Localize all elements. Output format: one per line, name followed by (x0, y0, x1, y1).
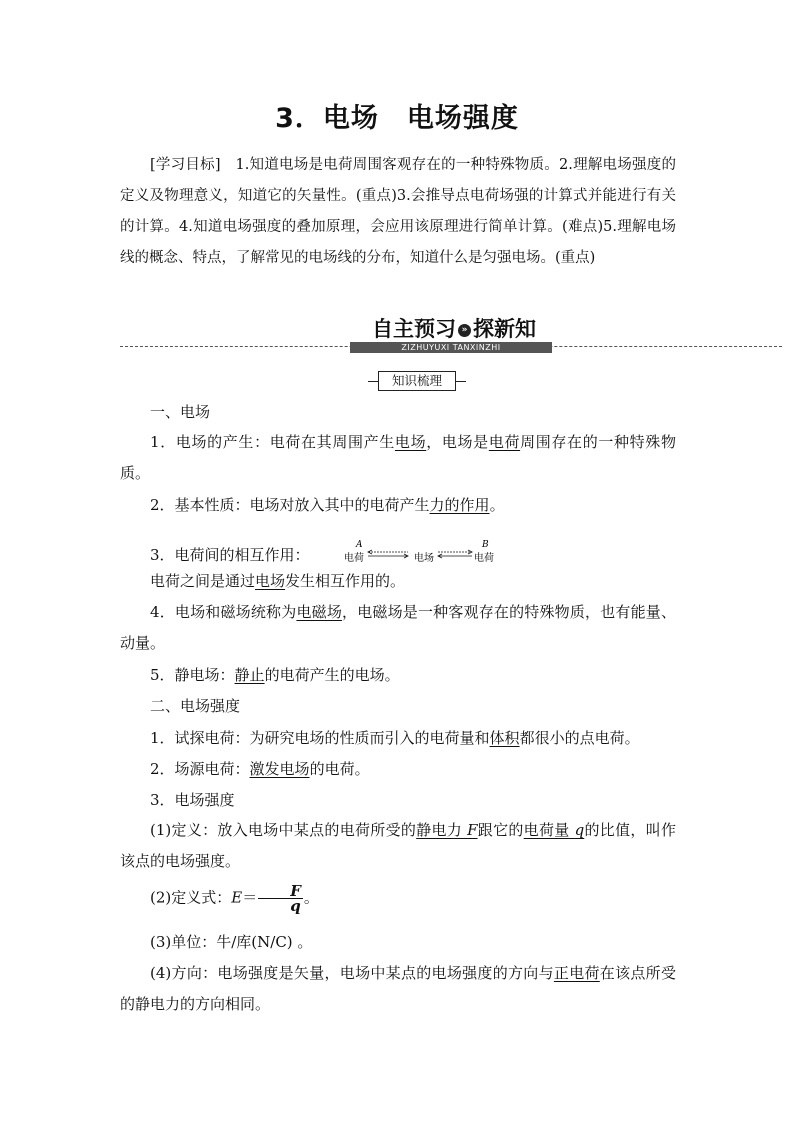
text: 2．基本性质：电场对放入其中的电荷产生 (150, 496, 430, 514)
underlined-term: 电荷 (488, 433, 521, 451)
paragraph-test-charge (120, 728, 676, 748)
heading-electric-field: 一、电场 (150, 403, 211, 421)
paragraph-electromagnetic-field (120, 597, 676, 659)
text: 在该点所受的静电力的方向相同。 (120, 964, 676, 1013)
underlined-term: 静止 (234, 666, 265, 684)
heading-field-strength: 二、电场强度 (150, 697, 241, 715)
underlined-term: 正电荷 (553, 964, 600, 982)
paragraph-definition (120, 815, 676, 877)
section-banner (120, 316, 782, 358)
banner-title-left: 自主预习 (372, 317, 456, 341)
section-label-text: 知识梳理 (378, 371, 456, 391)
chevron-right-icon: » (458, 324, 471, 337)
text: 电荷之间是通过 (150, 572, 256, 590)
underlined-term: 力的作用 (429, 496, 490, 514)
numerator: F (258, 884, 303, 899)
underlined-term (416, 821, 477, 839)
denominator: q (290, 897, 301, 915)
underlined-term (524, 821, 585, 839)
text: 发生相互作用的。 (285, 572, 406, 590)
paragraph-field-origin (120, 427, 676, 489)
banner-title-right: 探新知 (473, 317, 536, 341)
diagram-label-a: A (355, 540, 363, 550)
text: 周围存在的一种特殊物质。 (120, 433, 676, 482)
text: 电荷量 (523, 821, 570, 839)
objectives-label: [学习目标] (150, 157, 221, 173)
paragraph-interaction-note (120, 571, 676, 591)
text: 。 (303, 888, 319, 907)
diagram-field: 电场 (413, 553, 434, 564)
text: 1．试探电荷：为研究电场的性质而引入的电荷量和 (150, 729, 490, 747)
variable-f: F (467, 821, 478, 839)
text: (4)方向：电场强度是矢量，电场中某点的电场强度的方向与 (150, 964, 554, 982)
paragraph-electrostatic-field (120, 665, 676, 685)
equals-sign: ＝ (242, 888, 258, 907)
interaction-diagram-svg (344, 538, 504, 568)
section-label (368, 371, 466, 391)
text: 5．静电场： (150, 666, 235, 684)
underlined-term: 体积 (489, 729, 520, 747)
text: (1)定义：放入电场中某点的电荷所受的 (150, 821, 417, 839)
objectives-text: 1.知道电场是电荷周围客观存在的一种特殊物质。2.理解电场强度的定义及物理意义，知道它的矢量性。(重点)3.会推导点电荷场强的计算式并能进行有关的计算。4.知道电场强度的叠加原理，会应用该原理进行简单计算。(难点)5.理解电场线的概念、特点，了解常见的电场线的分布，知道什么是匀强电场。(重点) (120, 157, 676, 266)
subheading-field-strength: 3．电场强度 (150, 791, 235, 809)
underlined-term: 电磁场 (296, 603, 343, 621)
text: 的电荷产生的电场。 (264, 666, 400, 684)
text: 跟它的 (477, 821, 524, 839)
fraction-f-over-q (258, 884, 303, 913)
paragraph-formula (120, 884, 676, 913)
paragraph-source-charge (120, 759, 676, 779)
underlined-term: 激发电场 (249, 760, 310, 778)
banner-title (364, 316, 544, 342)
banner-pinyin: ZIZHUYUXI TANXINZHI (350, 342, 552, 353)
text: 。 (489, 496, 505, 514)
paragraph-unit: (3)单位：牛/库(N/C) 。 (150, 933, 313, 951)
paragraph-direction (120, 958, 676, 1020)
text: 2．场源电荷： (150, 760, 250, 778)
paragraph-interaction (120, 538, 676, 568)
interaction-diagram (314, 538, 494, 568)
text: ，电场是 (426, 433, 489, 451)
learning-objectives (120, 150, 676, 274)
text: 都很小的点电荷。 (519, 729, 640, 747)
text: 的电荷。 (309, 760, 370, 778)
text: 3．电荷间的相互作用： (150, 546, 310, 564)
text: 静电力 (416, 821, 463, 839)
underlined-term: 电场 (255, 572, 286, 590)
diagram-right-charge: 电荷 (473, 553, 494, 564)
underlined-term: 电场 (394, 433, 427, 451)
paragraph-basic-property (120, 495, 676, 515)
diagram-left-charge: 电荷 (343, 553, 364, 564)
text: (2)定义式： (150, 888, 232, 907)
diagram-label-b: B (481, 540, 489, 550)
page-title: 3．电场 电场强度 (275, 103, 519, 134)
text: 4．电场和磁场统称为 (150, 603, 297, 621)
text: ，电磁场是一种客观存在的特殊物质，也有能量、动量。 (120, 603, 676, 652)
variable-e: E (231, 888, 243, 907)
variable-q: q (574, 821, 585, 839)
text: 的比值，叫作该点的电场强度。 (120, 821, 676, 870)
text: 1．电场的产生：电荷在其周围产生 (150, 433, 395, 451)
